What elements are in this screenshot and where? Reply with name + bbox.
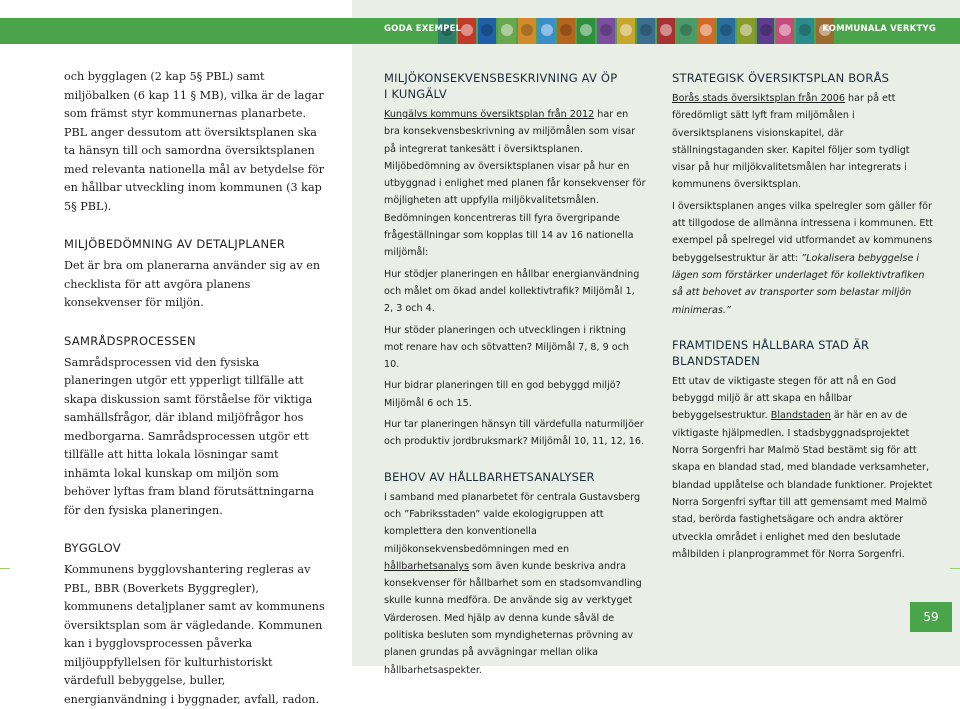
text: är här en av de viktigaste hjälpmedlen. I stadsbyggnadsprojektet Norra Sorgenfri har Malmö Stad bestämt sig för att skapa en blandad stad, med blandade verksamheter, blandad upplåtelse och blandade funktioner. Projektet Norra Sorgenfri syftar till att gemensamt med Malmö stad, berörda fastighetsägare och andra aktörer utveckla området i enlighet med den beslutade målbilden i planprogrammet för Norra Sorgenfri. xyxy=(672,410,933,560)
tile-symbol-icon xyxy=(600,24,612,36)
header-tile xyxy=(557,18,575,44)
header-tile xyxy=(737,18,755,44)
header-tile xyxy=(657,18,675,44)
question-3: Hur bidrar planeringen till en god bebyggd miljö? Miljömål 6 och 15. xyxy=(384,380,621,409)
link-hallbarhetsanalys[interactable]: hållbarhetsanalys xyxy=(384,560,469,572)
tile-symbol-icon xyxy=(700,24,712,36)
tile-symbol-icon xyxy=(740,24,752,36)
tile-symbol-icon xyxy=(760,24,772,36)
heading-line: BLANDSTADEN xyxy=(672,353,761,368)
tile-symbol-icon xyxy=(580,24,592,36)
text: som även kunde beskriva andra konsekvenser för hållbarhet som en stadsomvandling skulle kunna medföra. De använde sig av verktyget Värderosen. Med hjälp av denna kunde såväl de politiska besluten som myndigheternas prövning av planen grundas på avvägningar mellan olika hållbarhetsaspekter. xyxy=(384,560,642,676)
header-tile xyxy=(637,18,655,44)
crop-mark xyxy=(950,568,960,569)
section-label-left: GODA EXEMPEL xyxy=(384,24,462,34)
text: har en bra konsekvensbeskrivning av miljömålen som visar på integrerat tankesätt i översiktsplanen. Miljöbedömning av översiktsplanen visar på hur en utbyggnad i enlighet med planen får konsekvenser för möjligheten att uppfylla miljökvalitetsmålen. Bedömningen koncentreras till fyra övergripande frågeställningar som kopplas till 14 av 16 nationella miljömål: xyxy=(384,109,646,259)
section-label-right: KOMMUNALA VERKTYG xyxy=(822,24,936,34)
paragraph xyxy=(384,489,646,679)
header-tile xyxy=(577,18,595,44)
header-image-strip xyxy=(438,18,836,44)
right-column xyxy=(672,70,934,567)
tile-symbol-icon xyxy=(640,24,652,36)
header-tile xyxy=(697,18,715,44)
header-tile xyxy=(498,18,516,44)
text: I samband med planarbetet för centrala Gustavsberg och ”Fabriksstaden” valde ekologigruppen att komplettera den konventionella miljökonsekvensbedömningen med en xyxy=(384,491,641,555)
header-tile xyxy=(597,18,615,44)
middle-column xyxy=(384,70,646,683)
paragraph xyxy=(384,106,646,262)
paragraph: Kommunens bygglovshantering regleras av PBL, BBR (Boverkets Byggregler), kommunens detaljplaner samt av kommunens översiktsplan som är vägledande. Kommunen kan i bygglovsprocessen påverka miljöuppfyllelsen för kulturhistoriskt värdefull bebyggelse, buller, energianvändning i byggnader, avfall, radon. xyxy=(64,563,325,706)
question-2: Hur stöder planeringen och utvecklingen i riktning mot renare hav och sötvatten? Miljömål 7, 8, 9 och 10. xyxy=(384,324,629,371)
paragraph: och bygglagen (2 kap 5§ PBL) samt miljöbalken (6 kap 11 § MB), vilka är de lagar som främst styr kommunernas planarbete. PBL anger dessutom att översiktsplanen ska ta hänsyn till och samordna översiktsplanen med relevanta nationella mål av betydelse för en hållbar utveckling inom kommunen (3 kap 5§ PBL). xyxy=(64,70,324,213)
heading-miljobedomning: MILJÖBEDÖMNING AV DETALJPLANER xyxy=(64,237,286,251)
paragraph: Samrådsprocessen vid den fysiska planeringen utgör ett ypperligt tillfälle att skapa diskussion samt förståelse för viktiga samhällsfrågor, där ibland miljöfrågor hos medborgarna. Samrådsprocessen utgör ett tillfälle att hitta lokala lösningar samt inhämta lokal kunskap om miljön som behöver lyftas fram bland förutsättningarna för den fysiska planeringen. xyxy=(64,355,315,517)
paragraph: Det är bra om planerarna använder sig av en checklista för att avgöra planens konsekvenser för miljön. xyxy=(64,259,321,309)
text: har på ett föredömligt sätt lyft fram miljömålen i översiktsplanens visionskapitel, där ställningstaganden sker. Kapitel följer som tydligt visar på hur miljökvalitetsmålen har integrerats i kommunens översiktsplan. xyxy=(672,93,910,191)
header-tile xyxy=(796,18,814,44)
link-kungalv-op[interactable]: Kungälvs kommuns översiktsplan från 2012 xyxy=(384,109,595,120)
heading-line: MILJÖKONSEKVENSBESKRIVNING AV ÖP xyxy=(384,71,618,85)
header-tile xyxy=(776,18,794,44)
crop-mark xyxy=(0,568,10,569)
link-blandstaden[interactable]: Blandstaden xyxy=(770,410,831,422)
question-4: Hur tar planeringen hänsyn till värdefulla naturmiljöer och produktiv jordbruksmark? Miljömål 10, 11, 12, 16. xyxy=(384,419,645,448)
header-tile xyxy=(518,18,536,44)
heading-line: FRAMTIDENS HÅLLBARA STAD ÄR xyxy=(672,337,870,352)
left-column xyxy=(64,68,326,709)
header-tile xyxy=(757,18,775,44)
tile-symbol-icon xyxy=(779,24,791,36)
header-tile xyxy=(617,18,635,44)
heading-boras: STRATEGISK ÖVERSIKTSPLAN BORÅS xyxy=(672,71,890,85)
paragraph xyxy=(672,373,934,563)
quote: ”Lokalisera bebyggelse i lägen som förstärker underlaget för kollektivtrafiken så att behovet av transporter som belastar miljön minimeras.” xyxy=(672,252,925,316)
link-boras-op[interactable]: Borås stads översiktsplan från 2006 xyxy=(672,93,845,104)
tile-symbol-icon xyxy=(660,24,672,36)
heading-line: I KUNGÄLV xyxy=(384,87,447,101)
tile-symbol-icon xyxy=(799,24,811,36)
tile-symbol-icon xyxy=(501,24,513,36)
tile-symbol-icon xyxy=(720,24,732,36)
header-tile xyxy=(538,18,556,44)
heading-hallbarhetsanalyser: BEHOV AV HÅLLBARHETSANALYSER xyxy=(384,469,595,484)
tile-symbol-icon xyxy=(481,24,493,36)
heading-mkb-kungalv xyxy=(384,70,646,102)
header-tile xyxy=(478,18,496,44)
header-tile xyxy=(677,18,695,44)
paragraph xyxy=(672,90,934,194)
paragraph xyxy=(672,198,934,319)
tile-symbol-icon xyxy=(560,24,572,36)
header-tile xyxy=(717,18,735,44)
tile-symbol-icon xyxy=(620,24,632,36)
text: Ett utav de viktigaste stegen för att nå en God bebyggd miljö är att skapa en hållbar bebyggelsestruktur. xyxy=(672,375,897,422)
tile-symbol-icon xyxy=(541,24,553,36)
heading-samradsprocessen: SAMRÅDSPROCESSEN xyxy=(64,333,196,348)
heading-blandstaden xyxy=(672,337,934,369)
tile-symbol-icon xyxy=(461,24,473,36)
question-1: Hur stödjer planeringen en hållbar energianvändning och målet om ökad andel kollektivtrafik? Miljömål 1, 2, 3 och 4. xyxy=(384,268,640,315)
tile-symbol-icon xyxy=(521,24,533,36)
page-number: 59 xyxy=(910,602,952,632)
heading-bygglov: BYGGLOV xyxy=(64,541,121,555)
text: I översiktsplanen anges vilka spelregler som gäller för att tillgodose de allmänna intressena i kommunen. Ett exempel på spelregel vid utformandet av kommunens bebyggelsestruktur är att: xyxy=(672,200,934,264)
tile-symbol-icon xyxy=(680,24,692,36)
